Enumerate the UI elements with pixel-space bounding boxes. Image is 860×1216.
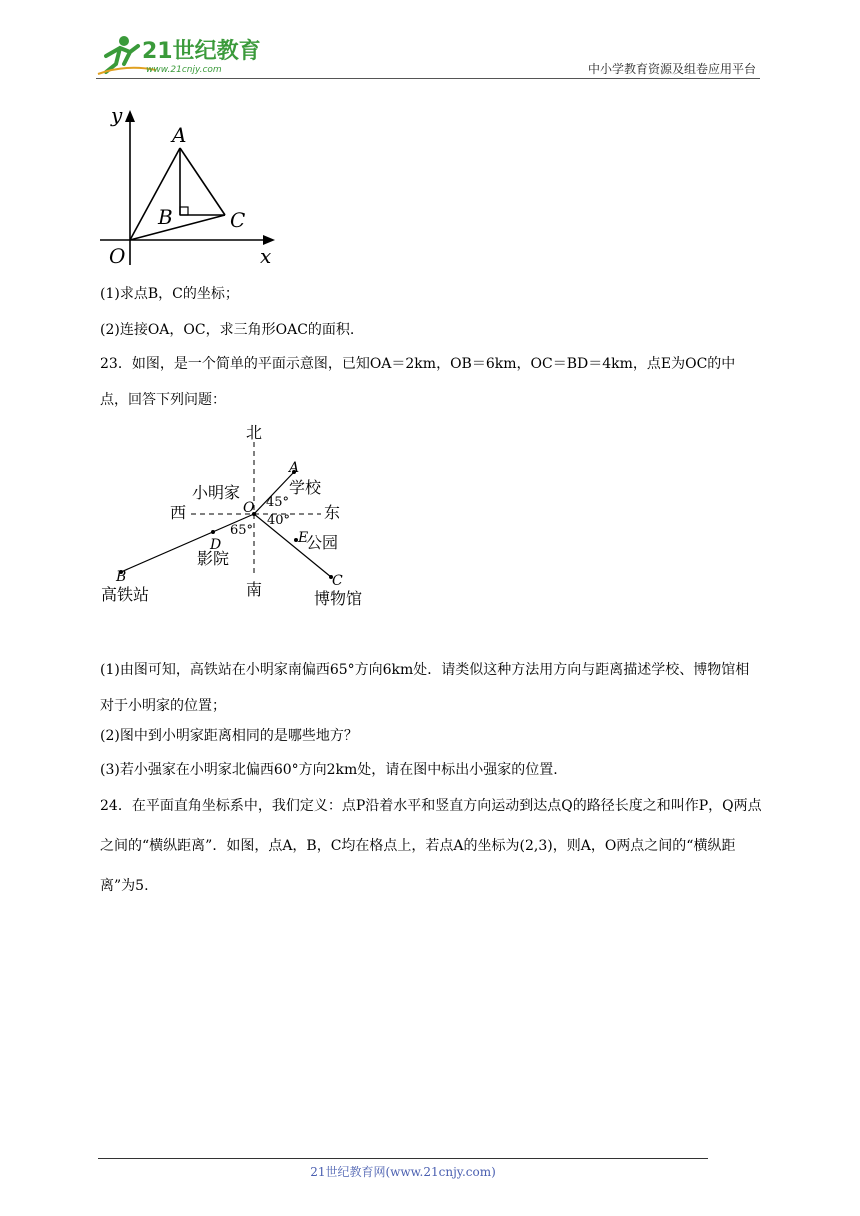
y-axis-label: y — [111, 103, 123, 127]
point-a-label: A — [289, 460, 300, 476]
q24-stem: 24．在平面直角坐标系中，我们定义：点P沿着水平和竖直方向运动到达点Q的路径长度之和叫作P，Q两点之间的“横纵距离”．如图，点A，B，C均在格点上，若点A的坐标为(2,3)，则A，O两点之间的“横纵距离”为5. — [100, 798, 762, 894]
point-c-label: C — [332, 573, 343, 589]
page-header — [96, 30, 760, 80]
point-b-label: B — [158, 205, 173, 229]
logo — [96, 34, 276, 76]
angle-45-label: 45° — [266, 495, 290, 510]
header-divider — [96, 78, 760, 79]
home-label: 小明家 — [192, 483, 241, 502]
direction-map-figure — [96, 420, 386, 620]
coordinate-triangle-figure — [95, 100, 285, 270]
origin-label: O — [109, 244, 126, 268]
cinema-label: 影院 — [197, 549, 230, 568]
angle-40-label: 40° — [267, 513, 291, 528]
q22-part2: (2)连接OA，OC，求三角形OAC的面积. — [100, 322, 355, 338]
west-label: 西 — [170, 503, 187, 522]
park-label: 公园 — [306, 533, 339, 552]
x-axis-label: x — [260, 244, 272, 268]
logo-text: 21世纪教育 — [142, 39, 261, 64]
q22-part1: (1)求点B，C的坐标； — [100, 286, 239, 302]
logo-url: www.21cnjy.com — [146, 65, 222, 75]
footer-divider — [98, 1158, 708, 1159]
point-o-label: O — [243, 500, 255, 516]
q23-stem: 23．如图，是一个简单的平面示意图，已知OA＝2km，OB＝6km，OC＝BD＝4km，点E为OC的中点，回答下列问题： — [100, 356, 736, 408]
footer-text[interactable]: 21世纪教育网(www.21cnjy.com) — [310, 1165, 496, 1179]
point-b-label: B — [116, 569, 127, 585]
museum-label: 博物馆 — [314, 589, 363, 608]
q23-part1: (1)由图可知，高铁站在小明家南偏西65°方向6km处．请类似这种方法用方向与距离描述学校、博物馆相对于小明家的位置； — [100, 662, 750, 714]
platform-name: 中小学教育资源及组卷应用平台 — [587, 62, 756, 76]
point-e-label: E — [298, 530, 309, 546]
point-c-label: C — [230, 208, 246, 232]
point-a-label: A — [172, 123, 187, 147]
angle-65-label: 65° — [230, 523, 254, 538]
q23-part3: (3)若小强家在小明家北偏西60°方向2km处，请在图中标出小强家的位置. — [100, 762, 558, 778]
station-label: 高铁站 — [101, 585, 150, 604]
north-label: 北 — [246, 423, 263, 442]
east-label: 东 — [324, 503, 341, 522]
school-label: 学校 — [289, 478, 322, 497]
q23-part2: (2)图中到小明家距离相同的是哪些地方？ — [100, 728, 358, 744]
point-d-label: D — [210, 537, 222, 553]
south-label: 南 — [246, 580, 263, 599]
